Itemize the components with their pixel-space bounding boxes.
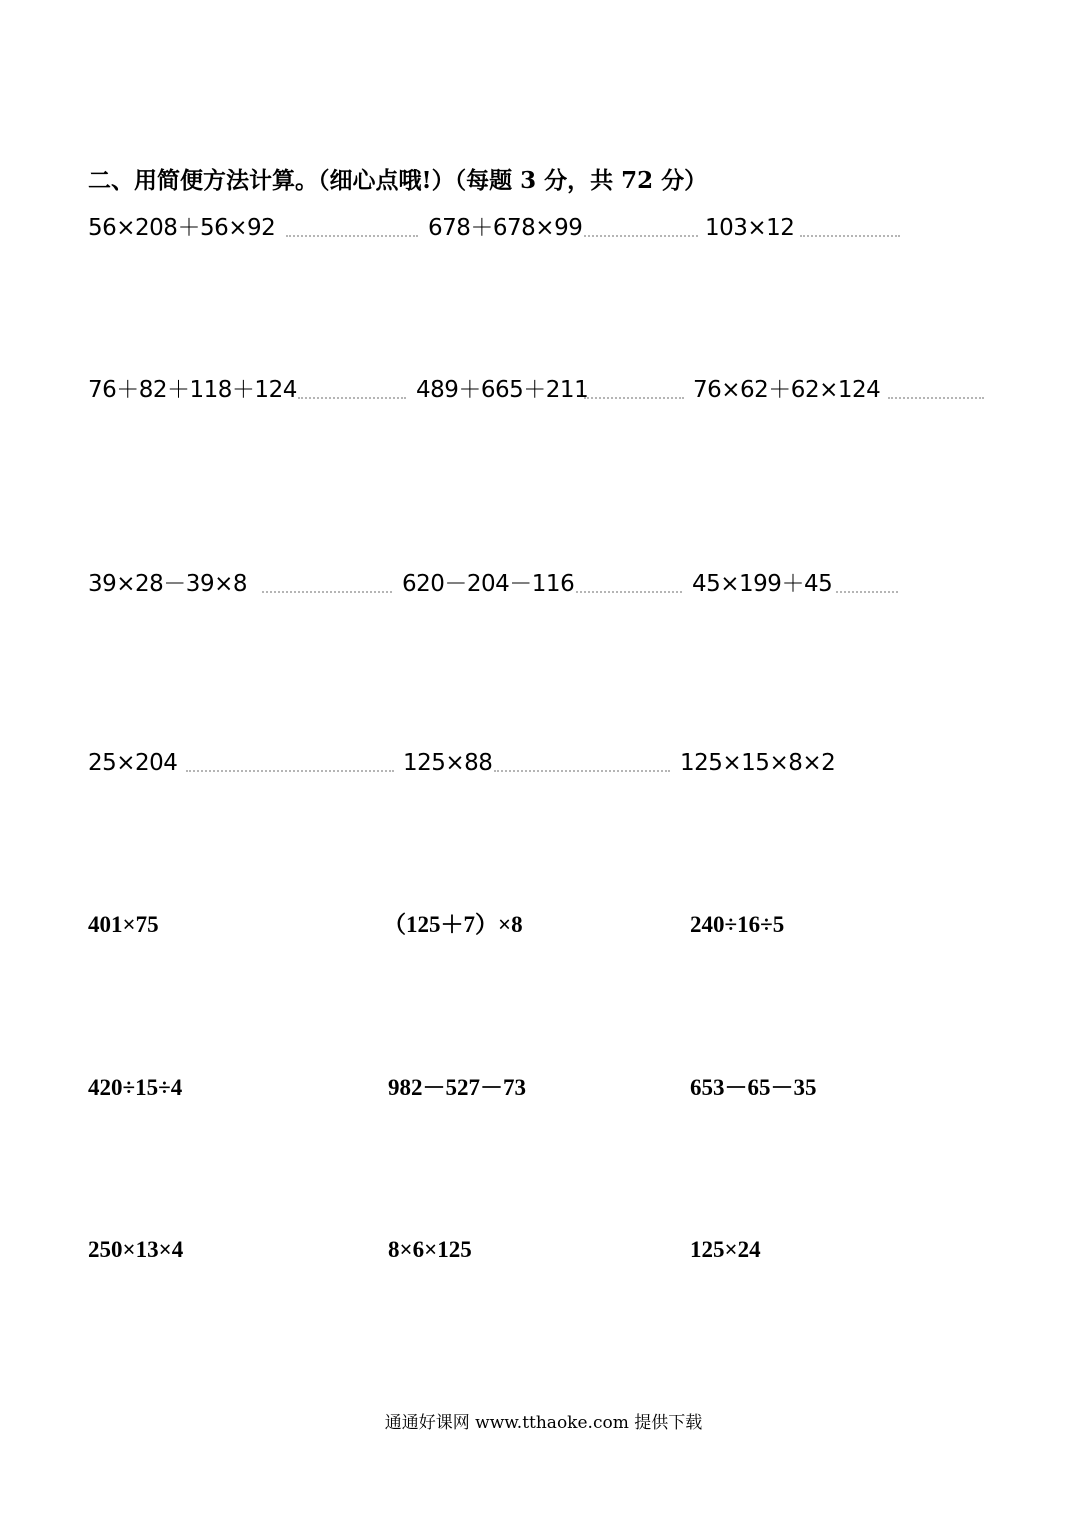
problem-r1c1: 56×208＋56×92 xyxy=(88,215,276,241)
problem-r3c2: 620－204－116 xyxy=(402,571,575,597)
section-heading: 二、用简便方法计算。（细心点哦!）（每题 3 分，共 72 分） xyxy=(88,167,708,194)
problem-r4c3: 125×15×8×2 xyxy=(680,750,836,776)
problem-r5c1: 401×75 xyxy=(88,912,159,937)
problem-r6c1: 420÷15÷4 xyxy=(88,1075,183,1100)
dotted-leader xyxy=(888,395,984,399)
problem-r4c1: 25×204 xyxy=(88,750,178,776)
dotted-leader xyxy=(286,233,418,237)
problem-r3c1: 39×28－39×8 xyxy=(88,571,247,597)
page-footer: 通通好课网 www.tthaoke.com 提供下载 xyxy=(384,1413,703,1433)
dotted-leader xyxy=(836,589,898,593)
dotted-leader xyxy=(186,768,394,772)
problem-r7c1: 250×13×4 xyxy=(88,1237,184,1262)
problem-r5c2: （125＋7）×8 xyxy=(383,912,523,937)
problem-r6c3: 653－65－35 xyxy=(690,1075,817,1100)
dotted-leader xyxy=(576,589,682,593)
dotted-leader xyxy=(800,233,900,237)
dotted-leader xyxy=(494,768,670,772)
problem-r4c2: 125×88 xyxy=(403,750,493,776)
problem-r1c3: 103×12 xyxy=(705,215,795,241)
problem-r1c2: 678＋678×99 xyxy=(428,215,583,241)
dotted-leader xyxy=(584,233,698,237)
dotted-leader xyxy=(298,395,406,399)
problem-r5c3: 240÷16÷5 xyxy=(690,912,785,937)
dotted-leader xyxy=(584,395,684,399)
dotted-leader xyxy=(262,589,392,593)
problem-r2c3: 76×62＋62×124 xyxy=(693,377,881,403)
problem-r7c3: 125×24 xyxy=(690,1237,761,1262)
problem-r7c2: 8×6×125 xyxy=(388,1237,472,1262)
problem-r2c1: 76＋82＋118＋124 xyxy=(88,377,297,403)
problem-r2c2: 489＋665＋211 xyxy=(416,377,589,403)
problem-r6c2: 982－527－73 xyxy=(388,1075,526,1100)
problem-r3c3: 45×199＋45 xyxy=(692,571,833,597)
